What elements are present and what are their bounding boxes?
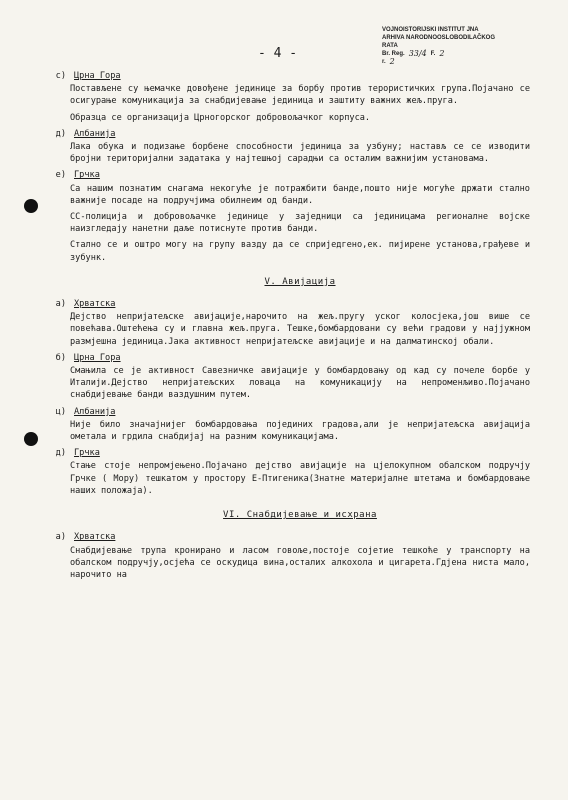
- paragraph: Стање стоје непромјењено.Појачано дејство авијације на цјелокупном обалском подручју Грчке ( Мору) тешкатом у простору Е-Птигеника(Знатне материјалне штетама и бомбардовање наших положаја).: [70, 461, 530, 496]
- section-title: Грчка: [74, 448, 100, 459]
- section-title: Грчка: [74, 170, 100, 181]
- section-title: Албанија: [74, 406, 116, 417]
- punch-hole-top: [24, 199, 38, 213]
- chapter-title: VI. Снабдијевање и исхрана: [223, 510, 377, 521]
- section-5a: [55, 298, 530, 348]
- section-d: [55, 128, 530, 166]
- stamp-r-row: [382, 58, 510, 66]
- stamp-r-label: r.: [382, 59, 386, 65]
- paragraph: Образца се организација Црногорског добровољачког корпуса.: [70, 112, 371, 123]
- document-body: [55, 66, 530, 585]
- section-title: Црна Гора: [74, 71, 121, 81]
- paragraph: Није било значајнијег бомбардовања појединих градова,али је непријатељска авијација ометала и грдила снабдијај на разним комуникацијама.: [70, 419, 530, 443]
- chapter-heading-aviation: [70, 276, 530, 288]
- page-number: - 4 -: [258, 46, 298, 61]
- paragraph: Стално се и оштро могу на групу вазду да се сприједгено,ек. пијирене установа,грађеве и зубунк.: [70, 240, 530, 263]
- stamp-reg-value: 33/4: [408, 49, 427, 58]
- chapter-title: V. Авијација: [264, 276, 336, 287]
- section-letter: б): [55, 352, 66, 363]
- section-title: Албанија: [74, 128, 116, 139]
- stamp-f-value: 2: [439, 49, 445, 58]
- paragraph: СС-полиција и добровољачке јединице у заједници са јединицама регионалне војске наизгледају нанетни даље потиснуте против банди.: [70, 212, 530, 235]
- paragraph: Смањила се је активност Савезничке авијације у бомбардовању од кад су почеле борбе у Италији.Дејство непријатељских ловаца на комуникацију на непроменљиво.Појачано снабдијевање банди ваздушним путем.: [70, 366, 530, 401]
- paragraph: Постављене су њемачке довођене јединице за борбу против терористичких група.Појачано се осигурање комуникација за снабдијевање јединица и заштиту важних жељ.пруга.: [70, 84, 530, 107]
- punch-hole-bottom: [24, 432, 38, 446]
- section-letter: а): [55, 532, 66, 543]
- section-5c: [55, 406, 530, 444]
- stamp-r-value: 2: [389, 57, 395, 66]
- section-title: Црна Гора: [74, 352, 121, 363]
- stamp-f-label: F.: [430, 51, 436, 57]
- section-letter: д): [55, 128, 66, 139]
- section-6a: [55, 531, 530, 581]
- paragraph: Снабдијевање трупа кронирано и ласом говоље,постоје сојетие тешкоће у транспорту на обалском подручју,осјећа се оскудица вина,осталих алкохола и цигарета.Гдјена ниста мало, нарочито на: [70, 545, 530, 580]
- stamp-reg-label: Br. Reg.: [382, 51, 405, 57]
- section-letter: а): [55, 299, 66, 310]
- section-5b: [55, 352, 530, 402]
- section-letter: c): [55, 71, 66, 81]
- section-letter: е): [55, 170, 66, 181]
- section-letter: д): [55, 448, 66, 459]
- paragraph: Дејство непријатељске авијације,нарочито на жељ.пругу уског колосјека,још више се повећава.Оштећења су и главна жељ.пруга. Тешке,бомбардовани су већи градови у најјужном размјешна јединица.Јака активност непријатељске авијације и на далматинској обали.: [70, 312, 530, 347]
- stamp-line-1: VOJNOISTORIJSKI INSTITUT JNA: [382, 27, 479, 33]
- section-title: Хрватска: [74, 532, 116, 543]
- section-title: Хрватска: [74, 299, 116, 310]
- section-5d: [55, 447, 530, 497]
- section-letter: ц): [55, 406, 66, 417]
- paragraph: Са нашим познатим снагама некогуће је потражбити банде,пошто није могуће држати стално важније посаде на подручјима обилнеим од банди.: [70, 183, 530, 206]
- stamp-line-2: ARHIVA NARODNOOSLOBODILAČKOG RATA: [382, 35, 495, 49]
- stamp-reg-row: [382, 50, 510, 58]
- paragraph: Лака обука и подизање борбене способности јединица за узбуну; настављ се се изводити бројни територијални задатака у најтешњој сарадњи са осталим важнијим установама.: [70, 142, 530, 165]
- section-c: [55, 70, 530, 124]
- section-e: [55, 169, 530, 263]
- chapter-heading-supply: [70, 509, 530, 521]
- archive-stamp: [382, 26, 510, 66]
